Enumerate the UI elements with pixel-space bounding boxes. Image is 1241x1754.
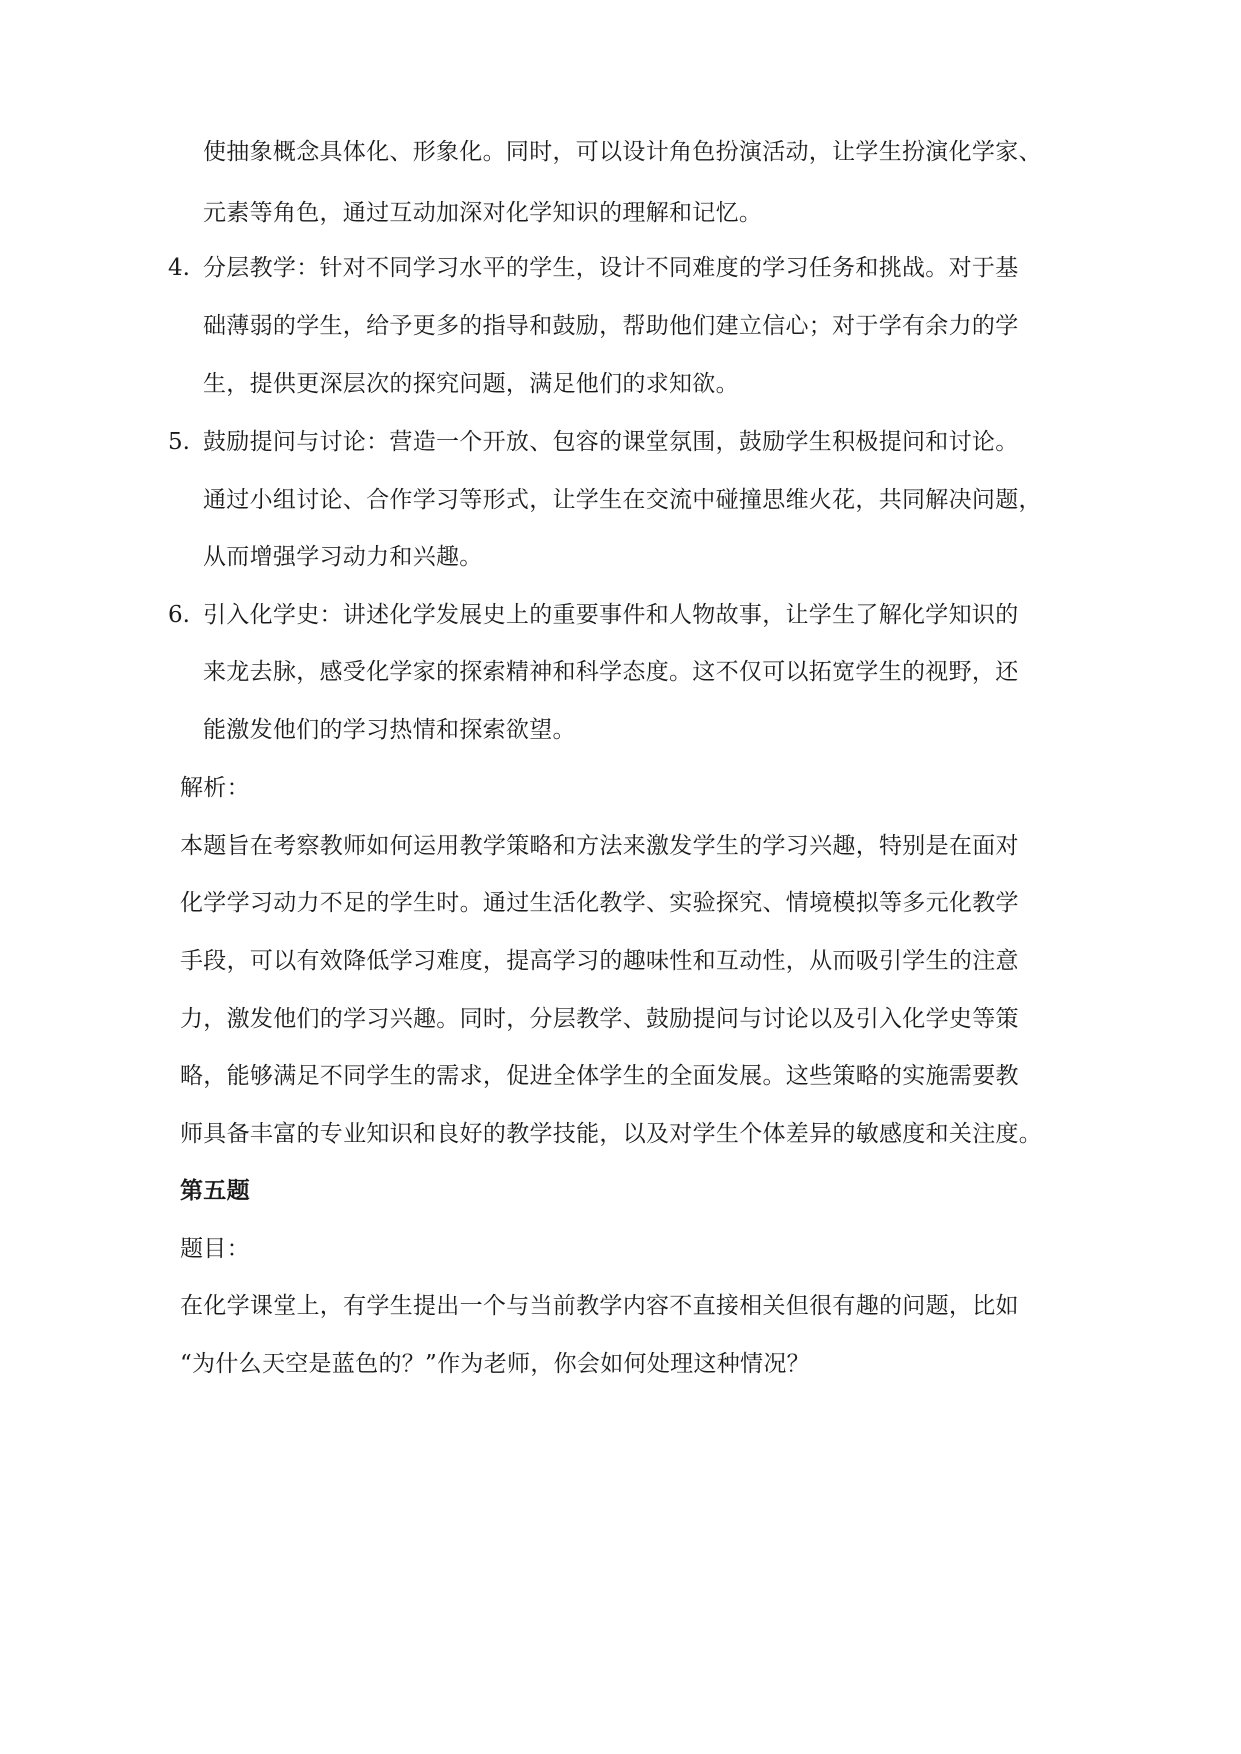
question5-label: 题目： xyxy=(180,1236,250,1262)
question5-heading: 第五题 xyxy=(180,1177,250,1204)
item5-line-1: 鼓励提问与讨论：营造一个开放、包容的课堂氛围，鼓励学生积极提问和讨论。 xyxy=(203,429,1019,455)
analysis-line-1: 本题旨在考察教师如何运用教学策略和方法来激发学生的学习兴趣，特别是在面对 xyxy=(180,833,1019,859)
analysis-line-3: 手段，可以有效降低学习难度，提高学习的趣味性和互动性，从而吸引学生的注意 xyxy=(180,948,1019,974)
item6-line-3: 能激发他们的学习热情和探索欲望。 xyxy=(203,717,576,743)
analysis-line-4: 力，激发他们的学习兴趣。同时，分层教学、鼓励提问与讨论以及引入化学史等策 xyxy=(180,1006,1019,1032)
item4-line-2: 础薄弱的学生，给予更多的指导和鼓励，帮助他们建立信心；对于学有余力的学 xyxy=(203,313,1019,339)
question5-line-2: “为什么天空是蓝色的？”作为老师，你会如何处理这种情况？ xyxy=(180,1351,810,1377)
analysis-line-5: 略，能够满足不同学生的需求，促进全体学生的全面发展。这些策略的实施需要教 xyxy=(180,1063,1019,1089)
item6-number: 6. xyxy=(168,602,190,628)
analysis-line-6: 师具备丰富的专业知识和良好的教学技能，以及对学生个体差异的敏感度和关注度。 xyxy=(180,1121,1043,1147)
item6-line-2: 来龙去脉，感受化学家的探索精神和科学态度。这不仅可以拓宽学生的视野，还 xyxy=(203,659,1019,685)
item3-line-2: 元素等角色，通过互动加深对化学知识的理解和记忆。 xyxy=(203,200,763,226)
item3-line-1: 使抽象概念具体化、形象化。同时，可以设计角色扮演活动，让学生扮演化学家、 xyxy=(203,139,1042,165)
analysis-line-2: 化学学习动力不足的学生时。通过生活化教学、实验探究、情境模拟等多元化教学 xyxy=(180,890,1019,916)
item4-number: 4. xyxy=(168,255,190,281)
analysis-label: 解析： xyxy=(180,775,250,801)
question5-line-1: 在化学课堂上，有学生提出一个与当前教学内容不直接相关但很有趣的问题，比如 xyxy=(180,1293,1019,1319)
item6-line-1: 引入化学史：讲述化学发展史上的重要事件和人物故事，让学生了解化学知识的 xyxy=(203,602,1019,628)
item5-line-2: 通过小组讨论、合作学习等形式，让学生在交流中碰撞思维火花，共同解决问题， xyxy=(203,487,1042,513)
item4-line-3: 生，提供更深层次的探究问题，满足他们的求知欲。 xyxy=(203,371,739,397)
item5-number: 5. xyxy=(168,429,190,455)
item5-line-3: 从而增强学习动力和兴趣。 xyxy=(203,544,483,570)
item4-line-1: 分层教学：针对不同学习水平的学生，设计不同难度的学习任务和挑战。对于基 xyxy=(203,255,1019,281)
